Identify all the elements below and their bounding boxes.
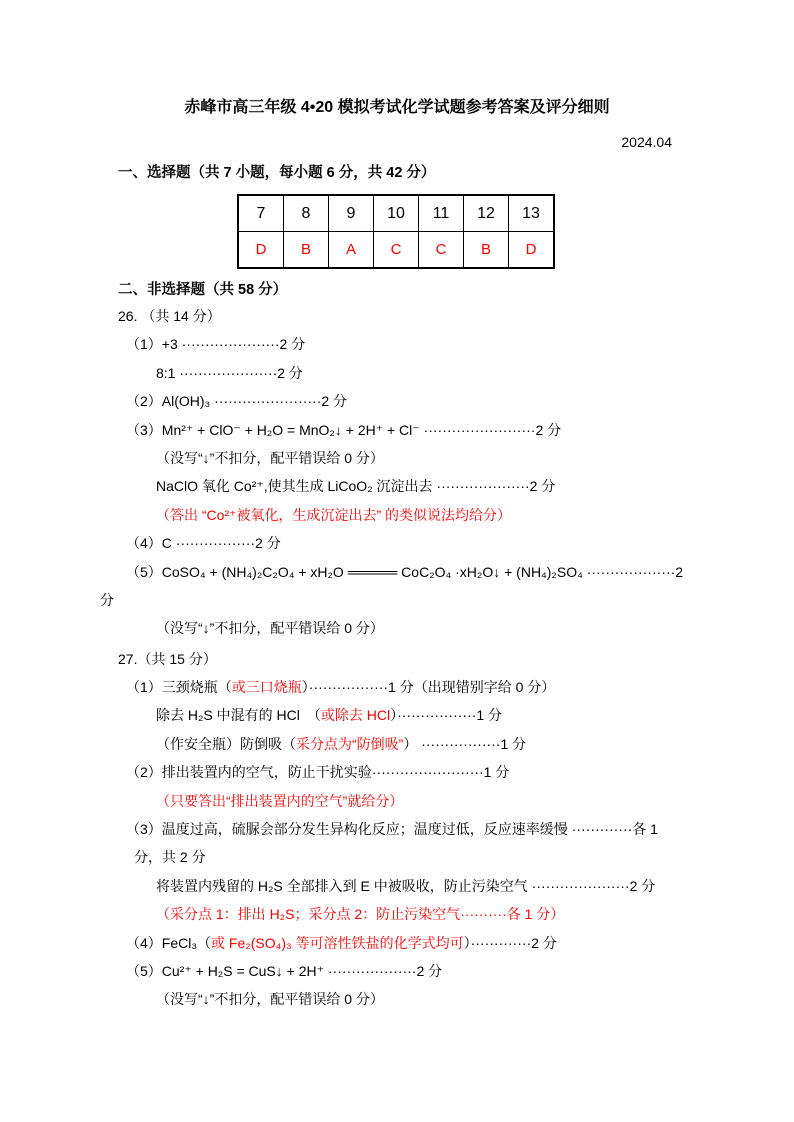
q27-answer-line-5-equation xyxy=(100,957,694,985)
section-choice-heading: 一、选择题（共 7 小题，每小题 6 分，共 42 分） xyxy=(118,165,436,181)
q27-grading-note-red-1 xyxy=(100,787,694,815)
question-number-row xyxy=(238,195,554,232)
q26-grading-note-1 xyxy=(100,444,694,472)
q26-answer-line-3b xyxy=(100,472,694,500)
q27-block xyxy=(100,645,694,1014)
answer-text: ） ·················1 分 xyxy=(403,735,527,752)
answer-text: （4）C ·················2 分 xyxy=(126,535,281,552)
q27-answer-line-1b xyxy=(100,701,694,729)
answer-text: （2）Al(OH)₃ ·······················2 分 xyxy=(126,393,348,410)
answer-text: ）·················1 分 xyxy=(390,707,503,724)
question-number-cell: 11 xyxy=(419,195,464,232)
question-number-cell: 7 xyxy=(238,195,284,232)
grading-note: （没写“↓”不扣分，配平错误给 0 分） xyxy=(156,991,384,1008)
answer-text: ）·············2 分 xyxy=(463,934,557,951)
question-number-cell: 8 xyxy=(284,195,329,232)
chemical-equation: （5）CoSO₄ + (NH₄)₂C₂O₄ + xH₂O ═════ CoC₂O₄ ·xH₂O↓ + (NH₄)₂SO₄ ···················2 xyxy=(126,563,684,580)
q26-header: 26. （共 14 分） xyxy=(118,308,221,324)
answer-text: 分，共 2 分 xyxy=(134,849,206,866)
alt-answer-red: 或三口烧瓶 xyxy=(231,679,302,696)
chemical-equation: （3）Mn²⁺ + ClO⁻ + H₂O = MnO₂↓ + 2H⁺ + Cl⁻ ························2 分 xyxy=(126,421,562,438)
q26-block xyxy=(100,302,694,643)
q26-line-5-wrap xyxy=(100,586,694,614)
answer-text: 除去 H₂S 中混有的 HCl （ xyxy=(156,707,321,724)
grading-note: （没写“↓”不扣分，配平错误给 0 分） xyxy=(156,620,384,637)
answer-text: （3）温度过高，硫脲会部分发生异构化反应；温度过低，反应速率缓慢 ·············各 1 xyxy=(126,821,658,838)
answer-table xyxy=(237,194,555,269)
q27-line-3-wrap xyxy=(100,843,694,871)
q26-answer-line-3-equation xyxy=(100,416,694,444)
answer-text: NaClO 氧化 Co²⁺,使其生成 LiCoO₂ 沉淀出去 ····················2 分 xyxy=(156,478,556,495)
q27-answer-line-1 xyxy=(100,673,694,701)
q27-answer-line-4 xyxy=(100,929,694,957)
answer-text: （作安全瓶）防倒吸（ xyxy=(156,735,296,752)
answer-cell: C xyxy=(419,232,464,269)
q27-grading-note-1 xyxy=(100,985,694,1013)
question-number-cell: 9 xyxy=(329,195,374,232)
question-number-cell: 13 xyxy=(509,195,555,232)
exam-date: 2024.04 xyxy=(621,134,672,150)
q27-answer-line-3 xyxy=(100,815,694,843)
q26-answer-line-1b xyxy=(100,359,694,387)
answer-cell: D xyxy=(509,232,555,269)
answer-cell: D xyxy=(238,232,284,269)
answer-cell: C xyxy=(374,232,419,269)
answer-text: （2）排出装置内的空气，防止干扰实验························1 分 xyxy=(126,764,510,781)
grading-note-red: （采分点 1：排出 H₂S；采分点 2：防止污染空气··········各 1 分） xyxy=(156,906,565,923)
alt-answer-red: 或 Fe₂(SO₄)₃ 等可溶性铁盐的化学式均可 xyxy=(211,934,464,951)
answer-text: （1）+3 ·····················2 分 xyxy=(126,336,306,353)
q26-grading-note-red xyxy=(100,501,694,529)
q27-answer-line-1c xyxy=(100,730,694,758)
page-title: 赤峰市高三年级 4•20 模拟考试化学试题参考答案及评分细则 xyxy=(184,99,610,116)
q26-answer-line-1 xyxy=(100,330,694,358)
q26-answer-line-4 xyxy=(100,529,694,557)
grading-note: （没写“↓”不扣分，配平错误给 0 分） xyxy=(156,449,384,466)
grading-note-red: （只要答出“排出装置内的空气”就给分） xyxy=(156,792,404,809)
q26-answer-line-2 xyxy=(100,387,694,415)
answer-letter-row xyxy=(238,232,554,269)
answer-cell: B xyxy=(464,232,509,269)
chemical-equation: （5）Cu²⁺ + H₂S = CuS↓ + 2H⁺ ···················2 分 xyxy=(126,962,443,979)
answer-text: （1）三颈烧瓶（ xyxy=(126,679,232,696)
q26-grading-note-2 xyxy=(100,614,694,642)
section-nonchoice-heading: 二、非选择题（共 58 分） xyxy=(118,282,288,298)
alt-answer-red: 或除去 HCl xyxy=(320,707,391,724)
answer-text: ）·················1 分（出现错别字给 0 分） xyxy=(301,679,556,696)
q27-answer-line-3b xyxy=(100,872,694,900)
answer-text: 分 xyxy=(100,591,114,608)
answer-cell: B xyxy=(284,232,329,269)
q26-answer-line-5-equation xyxy=(100,558,694,586)
answer-text: 将装置内残留的 H₂S 全部排入到 E 中被吸收，防止污染空气 ·····················2 分 xyxy=(156,877,656,894)
question-number-cell: 10 xyxy=(374,195,419,232)
answer-text: （4）FeCl₃（ xyxy=(126,934,212,951)
grading-note-red: （答出 “Co²⁺被氧化，生成沉淀出去” 的类似说法均给分） xyxy=(156,506,512,523)
alt-answer-red: 采分点为“防倒吸” xyxy=(296,735,404,752)
answer-text: 8:1 ·····················2 分 xyxy=(156,364,303,381)
q27-grading-note-red-2 xyxy=(100,900,694,928)
q27-header: 27.（共 15 分） xyxy=(118,650,217,667)
answer-cell: A xyxy=(329,232,374,269)
q27-answer-line-2 xyxy=(100,758,694,786)
question-number-cell: 12 xyxy=(464,195,509,232)
